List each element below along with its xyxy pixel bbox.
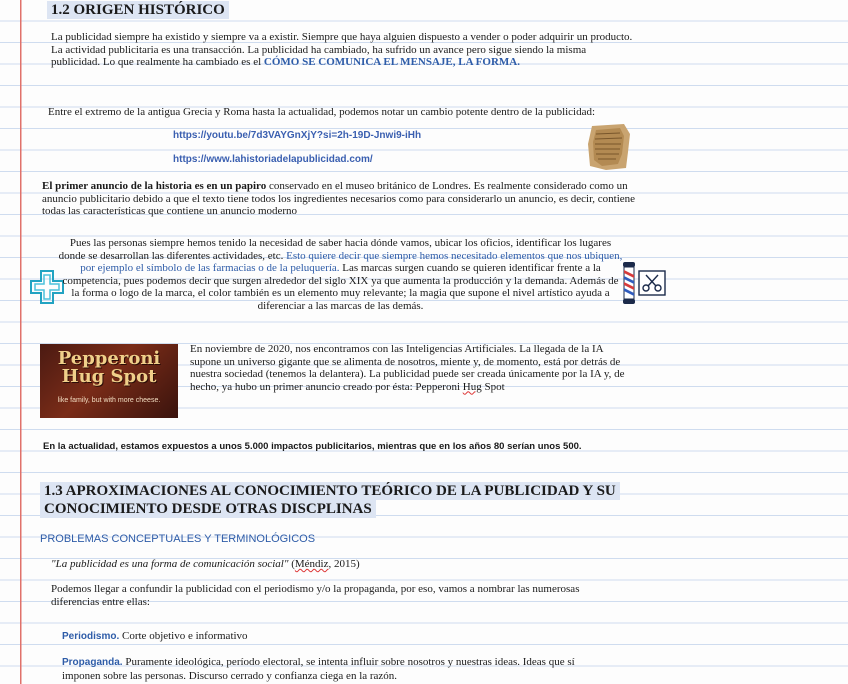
paragraph-text: conservado en el museo británico de Londres. Es realmente considerado como un anuncio publicitario debido a que el texto tiene todos los ingredientes necesarios como para considerarlo un anuncio, es decir, contiene todas las características que contiene un anuncio moderno: [42, 180, 636, 217]
paragraph-impacts: En la actualidad, estamos expuestos a unos 5.000 impactos publicitarios, mientras que en los años 80 serían unos 500.: [43, 441, 582, 452]
quote-year: , 2015): [328, 558, 360, 570]
heading-line: CONOCIMIENTO DESDE OTRAS DISCPLINAS: [40, 500, 376, 518]
paragraph-origin: [51, 31, 636, 69]
quote-text: "La publicidad es una forma de comunicación social": [51, 558, 289, 570]
pepperoni-ad-image: [40, 344, 178, 418]
ad-title: [40, 350, 178, 386]
scissors-icon: [638, 270, 666, 296]
paragraph-confusion: Podemos llegar a confundir la publicidad con el periodismo y/o la propaganda, por eso, vamos a nombrar las numerosas diferencias entre ellas:: [51, 583, 580, 608]
youtube-link[interactable]: https://youtu.be/7d3VAYGnXjY?si=2h-19D-Jnwi9-iHh: [173, 130, 422, 141]
misspelled-word: Hug: [462, 380, 482, 393]
term-label: Periodismo.: [62, 631, 120, 642]
subheading-problems: PROBLEMAS CONCEPTUALES Y TERMINOLÓGICOS: [40, 533, 316, 545]
barber-pole-icon: [620, 262, 638, 304]
highlight-text: Esto quiere decir que siempre hemos necesitado elementos que nos ubiquen, por ejemplo el símbolo de las farmacias o de la peluquería.: [80, 249, 623, 274]
quote: [51, 558, 360, 571]
paragraph-text: Las marcas surgen cuando se quieren identificar frente a la competencia, pues podemos decir que surgen alrededor del siglo XIX ya que aumenta la producción y la demanda. Además de la forma o logo de la marca, el color también es un elemento muy relevante; la magia que supone el nivel artístico ayuda a diferenciar a las marcas de las demás.: [62, 262, 619, 312]
heading-line: 1.3 APROXIMACIONES AL CONOCIMIENTO TEÓRICO DE LA PUBLICIDAD Y SU: [40, 482, 620, 500]
term-label: Propaganda.: [62, 657, 123, 668]
term-periodismo: [62, 630, 248, 644]
highlight-text: CÓMO SE COMUNICA EL MENSAJE, LA FORMA.: [263, 56, 520, 68]
history-website-link[interactable]: https://www.lahistoriadelapublicidad.com/: [173, 154, 373, 165]
paragraph-brands: [58, 237, 623, 312]
ad-title-line2: Hug Spot: [61, 366, 157, 387]
term-text: Puramente ideológica, período electoral, se intenta influir sobre nosotros y nuestras ideas. Ideas que sí imponen sobre las personas. Discurso cerrado y confianza ciega en la razón.: [62, 656, 575, 682]
papyrus-image: [586, 122, 632, 172]
paragraph-change: Entre el extremo de la antigua Grecia y Roma hasta la actualidad, podemos notar un cambio potente dentro de la publicidad:: [48, 106, 596, 118]
term-propaganda: [62, 656, 602, 682]
bold-text: El primer anuncio de la historia es en un papiro: [42, 180, 267, 192]
ad-tagline: like family, but with more cheese.: [57, 397, 161, 404]
paragraph-ai: [190, 343, 636, 393]
paragraph-text: Spot: [481, 380, 505, 393]
term-text: Corte objetivo e informativo: [119, 630, 248, 642]
section-heading-1-3: [40, 482, 620, 518]
ad-title-line1: Pepperoni: [57, 348, 161, 369]
paragraph-text: La publicidad siempre ha existido y siempre va a existir. Siempre que haya alguien dispuesto a vender o poder adquirir un producto. La actividad publicitaria es una transacción. La publicidad ha cambiado, ha sufrido un avance pero sigue siendo la misma publicidad. Lo que realmente ha cambiado es el: [51, 31, 633, 68]
section-heading-1-2: 1.2 ORIGEN HISTÓRICO: [47, 1, 229, 19]
paragraph-papyrus: [42, 180, 647, 218]
quote-author: Méndiz: [294, 558, 329, 570]
paragraph-text: Pues las personas siempre hemos tenido la necesidad de saber hacia dónde vamos, ubicar los oficios, identificar los lugares donde se desarrollan las diferentes actividades, etc.: [58, 237, 612, 262]
paragraph-text: En noviembre de 2020, nos encontramos con las Inteligencias Artificiales. La llegada de la IA supone un universo gigante que se alimenta de nosotros, miente y, de momento, está por detrás de nuestra sociedad (tenemos la delantera). La publicidad puede ser creada únicamente por la IA y, de hecho, ya hubo un primer anuncio creado por ésta: Pepperoni: [190, 343, 625, 393]
quote-text: (: [288, 558, 295, 570]
